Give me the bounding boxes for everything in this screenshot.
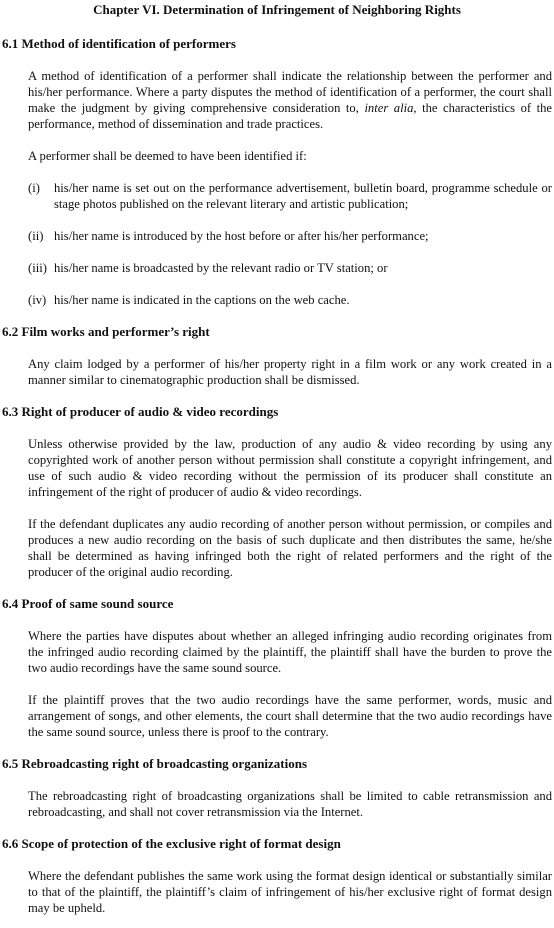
list-item [2,180,552,212]
paragraph [2,68,552,132]
list-number: (iii) [28,261,47,275]
section-heading-6-3: 6.3 Right of producer of audio & video recordings [2,404,279,419]
list-number: (i) [28,181,40,195]
section-heading-6-2: 6.2 Film works and performer’s right [2,324,210,339]
paragraph-text: , the characteristics of the performance, method of dissemination and trade practices. [28,101,553,131]
paragraph: If the plaintiff proves that the two audio recordings have the same performer, words, music and arrangement of songs, and other elements, the court shall determine that the two audio recordings have the same sound source, unless there is proof to the contrary. [28,693,552,739]
section-heading-6-6: 6.6 Scope of protection of the exclusive right of format design [2,836,341,851]
list-text: his/her name is indicated in the captions on the web cache. [54,293,350,307]
paragraph-text: A method of identification of a performer shall indicate the relationship between the performer and his/her performance. Where a party disputes the method of identification of a performer, the court shall make the judgment by giving comprehensive consideration to, [28,69,552,115]
paragraph: If the defendant duplicates any audio recording of another person without permission, or compiles and produces a new audio recording on the basis of such duplicate and then distributes the same, he/she shall be determined as having infringed both the right of related performers and the right of the producer of the original audio recording. [28,517,552,579]
section-heading-6-4: 6.4 Proof of same sound source [2,596,174,611]
section-heading-6-1: 6.1 Method of identification of performers [2,36,236,51]
paragraph: Where the parties have disputes about whether an alleged infringing audio recording originates from the infringed audio recording claimed by the plaintiff, the plaintiff shall have the burden to prove the two audio recordings have the same sound source. [28,629,552,675]
list-item [2,292,552,308]
list-text: his/her name is set out on the performance advertisement, bulletin board, programme schedule or stage photos published on the relevant literary and artistic publication; [54,181,552,211]
paragraph: Unless otherwise provided by the law, production of any audio & video recording by using any copyrighted work of another person without permission shall constitute a copyright infringement, and use of such audio & video recording without the permission of its producer shall constitute an infringement of the right of producer of audio & video recordings. [28,437,552,499]
list-text: his/her name is broadcasted by the relevant radio or TV station; or [54,261,388,275]
list-item [2,260,552,276]
paragraph: The rebroadcasting right of broadcasting organizations shall be limited to cable retransmission and rebroadcasting, and shall not cover retransmission via the Internet. [28,789,552,819]
chapter-title: Chapter VI. Determination of Infringement of Neighboring Rights [93,2,461,17]
list-number: (iv) [28,293,47,307]
list-number: (ii) [28,229,44,243]
list-text: his/her name is introduced by the host before or after his/her performance; [54,229,429,243]
paragraph: A performer shall be deemed to have been identified if: [28,149,307,163]
section-heading-6-5: 6.5 Rebroadcasting right of broadcasting organizations [2,756,308,771]
paragraph: Any claim lodged by a performer of his/her property right in a film work or any work created in a manner similar to cinematographic production shall be dismissed. [28,357,552,387]
list-item [2,228,552,244]
italic-text: inter alia [364,101,414,115]
paragraph: Where the defendant publishes the same work using the format design identical or substantially similar to that of the plaintiff, the plaintiff’s claim of infringement of his/her exclusive right of format design may be upheld. [28,869,552,915]
